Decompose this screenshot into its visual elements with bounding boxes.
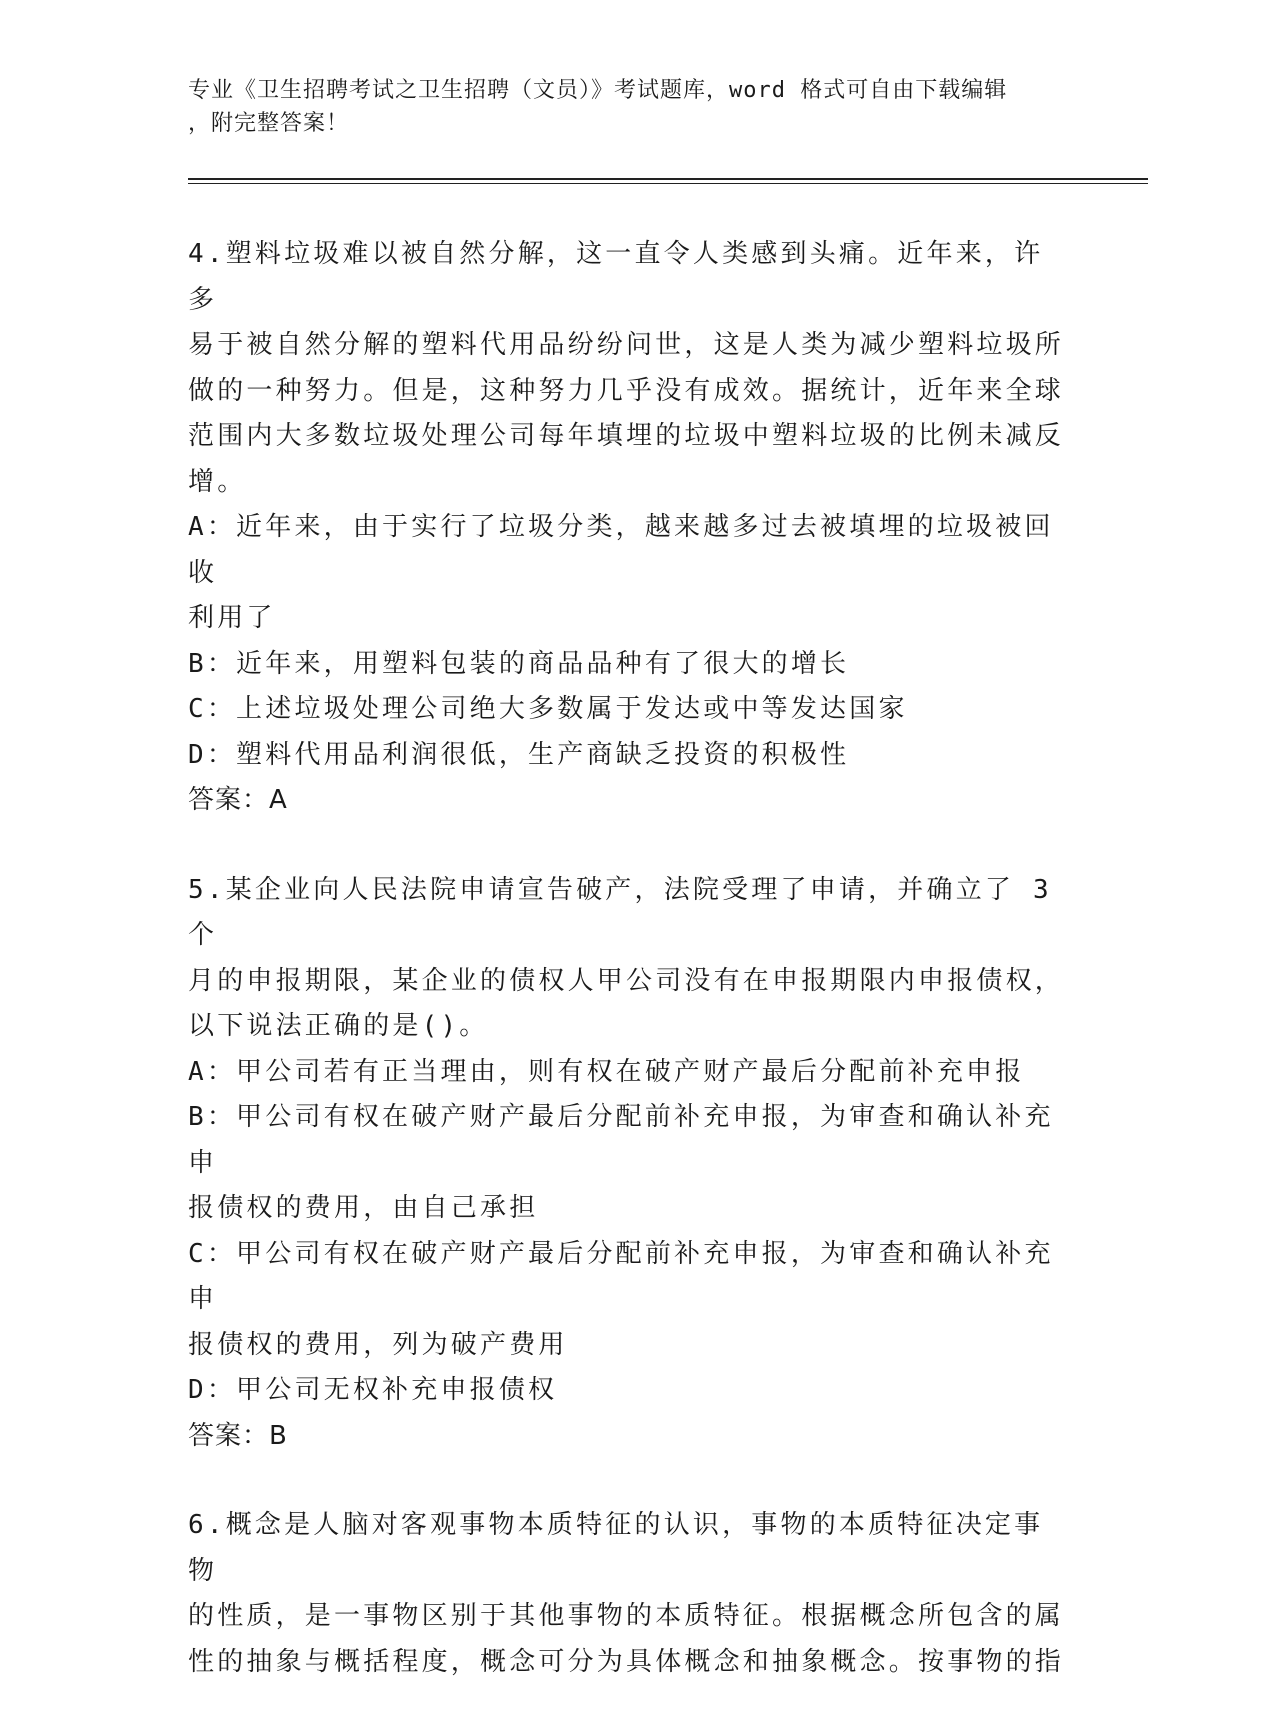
document-page xyxy=(188,0,1148,1677)
option-b-continued: 报债权的费用，由自己承担 xyxy=(188,1193,539,1223)
option-a: A：近年来，由于实行了垃圾分类，越来越多过去被填埋的垃圾被回收 xyxy=(188,512,1054,588)
document-header xyxy=(188,74,1068,140)
option-c-continued: 报债权的费用，列为破产费用 xyxy=(188,1329,568,1360)
question-stem-line: 易于被自然分解的塑料代用品纷纷问世，这是人类为减少塑料垃圾所 xyxy=(188,330,1065,360)
question-list xyxy=(188,232,1068,1729)
option-b: B：甲公司有权在破产财产最后分配前补充申报，为审查和确认补充申 xyxy=(188,1102,1054,1178)
header-line-2: ，附完整答案！ xyxy=(188,111,350,136)
header-divider xyxy=(188,178,1148,184)
option-a-continued: 利用了 xyxy=(188,603,276,633)
question-6 xyxy=(188,1503,1068,1685)
question-stem-line: 以下说法正确的是()。 xyxy=(188,1011,489,1041)
question-stem-line: 5.某企业向人民法院申请宣告破产，法院受理了申请，并确立了 3 个 xyxy=(188,874,1052,950)
question-stem-line: 4.塑料垃圾难以被自然分解，这一直令人类感到头痛。近年来，许多 xyxy=(188,239,1044,315)
question-5 xyxy=(188,868,1068,1460)
option-d: D：甲公司无权补充申报债权 xyxy=(188,1375,558,1405)
answer-label: 答案：B xyxy=(188,1420,288,1451)
question-stem-line: 范围内大多数垃圾处理公司每年填埋的垃圾中塑料垃圾的比例未减反 xyxy=(188,421,1065,451)
question-stem-line: 性的抽象与概括程度，概念可分为具体概念和抽象概念。按事物的指 xyxy=(188,1646,1065,1677)
header-line-1: 专业《卫生招聘考试之卫生招聘（文员）》考试题库，word 格式可自由下载编辑 xyxy=(188,78,1008,103)
option-b: B：近年来，用塑料包装的商品品种有了很大的增长 xyxy=(188,648,850,679)
question-4 xyxy=(188,232,1068,824)
question-stem-line: 的性质，是一事物区别于其他事物的本质特征。根据概念所包含的属 xyxy=(188,1601,1065,1631)
question-stem-line: 做的一种努力。但是，这种努力几乎没有成效。据统计，近年来全球 xyxy=(188,375,1065,406)
question-stem-line: 6.概念是人脑对客观事物本质特征的认识，事物的本质特征决定事物 xyxy=(188,1510,1044,1586)
question-stem-line: 月的申报期限，某企业的债权人甲公司没有在申报期限内申报债权， xyxy=(188,965,1065,996)
question-stem-line: 增。 xyxy=(188,466,247,497)
option-d: D：塑料代用品利润很低，生产商缺乏投资的积极性 xyxy=(188,739,850,770)
option-c: C：甲公司有权在破产财产最后分配前补充申报，为审查和确认补充申 xyxy=(188,1238,1054,1314)
answer-label: 答案：A xyxy=(188,785,288,815)
option-a: A：甲公司若有正当理由，则有权在破产财产最后分配前补充申报 xyxy=(188,1056,1025,1087)
option-c: C：上述垃圾处理公司绝大多数属于发达或中等发达国家 xyxy=(188,694,908,724)
